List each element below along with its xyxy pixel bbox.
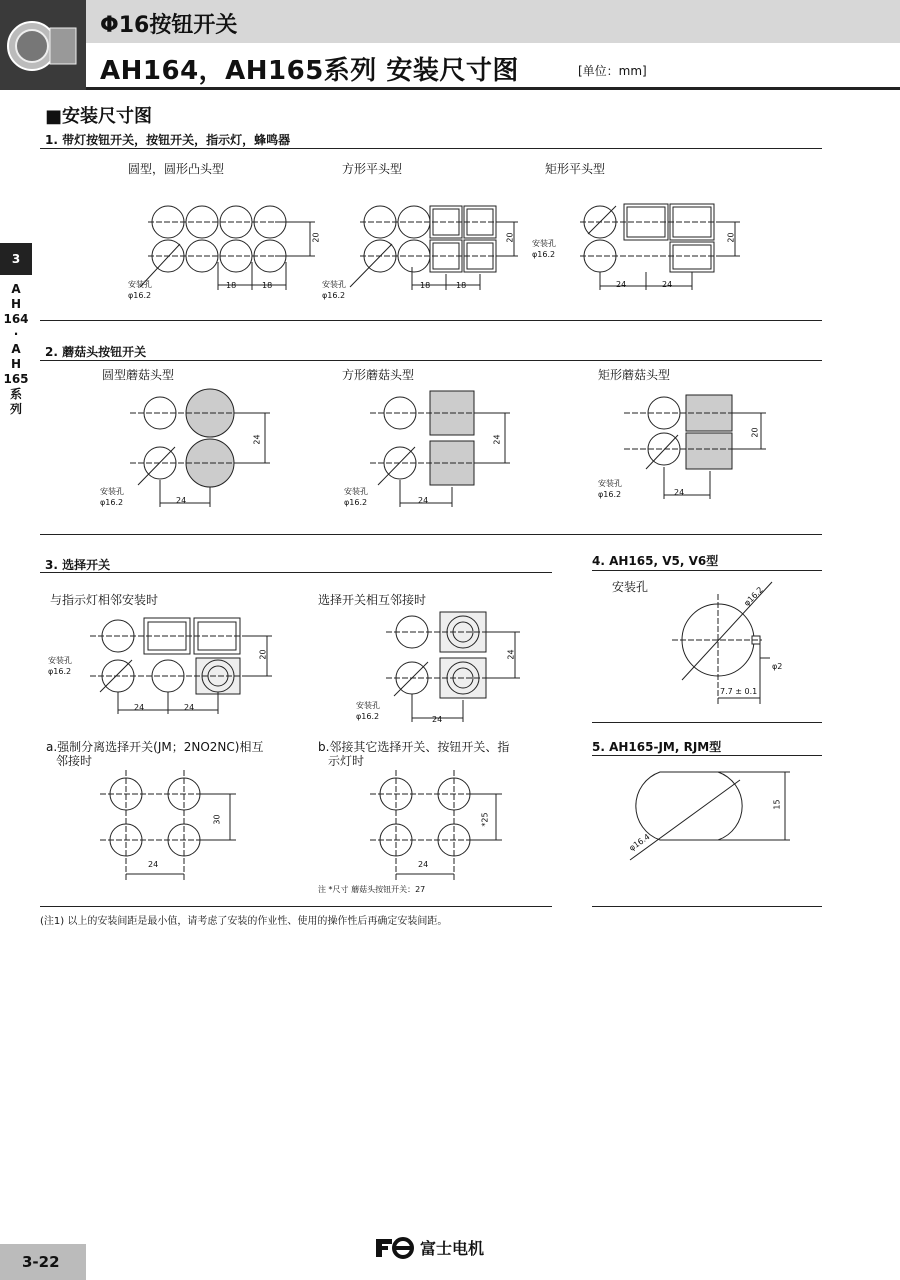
- side-series-label: A H 164 · A H 165 系 列: [3, 282, 29, 416]
- dim-label: 24: [418, 860, 429, 869]
- brand-name: 富士电机: [420, 1239, 485, 1258]
- hole-dim: φ16.2: [532, 250, 556, 259]
- header-rule: [86, 87, 900, 90]
- dim-label: 20: [726, 232, 736, 243]
- sub4-hole-label: 安装孔: [612, 580, 649, 594]
- diagram-jm-hole: [620, 760, 800, 880]
- hole-dim: φ16.2: [100, 498, 124, 507]
- sub1-col2: 方形平头型: [342, 162, 403, 176]
- sub5-title: 5. AH165-JM, RJM型: [592, 740, 722, 754]
- dim-label: 24: [176, 496, 187, 505]
- diagram-forced-separation: [100, 770, 260, 890]
- sub3-a-line1: a.强制分离选择开关(JM；2NO2NC)相互: [46, 740, 264, 754]
- rule: [592, 722, 822, 723]
- hole-dim: φ16.2: [344, 498, 368, 507]
- dim-label: 24: [616, 280, 627, 289]
- dim-label: 18: [456, 281, 467, 290]
- rule: [40, 572, 552, 573]
- page-title: Φ16按钮开关: [100, 13, 238, 38]
- fe-logo-icon: [376, 1237, 414, 1259]
- sub3-b-line2: 示灯时: [328, 754, 365, 768]
- sub2-col1: 圆型蘑菇头型: [102, 368, 175, 382]
- hole-dim: φ16.2: [128, 291, 152, 300]
- diagram-mushroom-square: [360, 385, 520, 515]
- sub1-col3: 矩形平头型: [545, 162, 606, 176]
- hole-dim: φ16.2: [598, 490, 622, 499]
- dim-label: 20: [258, 649, 268, 660]
- dim-label: 15: [772, 799, 782, 810]
- dim-label: 18: [420, 281, 431, 290]
- dim-label: 7.7 ± 0.1: [720, 687, 758, 696]
- dim-label: 24: [252, 434, 262, 445]
- section-title: ■安装尺寸图: [45, 106, 153, 127]
- dim-label: 24: [418, 496, 429, 505]
- brand-logo: [376, 1236, 484, 1259]
- diagram-mushroom-rect: [610, 385, 790, 505]
- hole-label: 安装孔: [48, 656, 72, 665]
- dim-label: 20: [311, 232, 321, 243]
- page-subtitle: AH164，AH165系列 安装尺寸图: [100, 56, 519, 86]
- diagram-selector-indicator: [90, 612, 320, 722]
- dim-label: 24: [674, 488, 685, 497]
- dim-label: *25: [480, 812, 490, 827]
- dim-label: 24: [134, 703, 145, 712]
- sub3-col2: 选择开关相互邻接时: [318, 593, 427, 607]
- hole-label: 安装孔: [598, 479, 622, 488]
- sub3-a-line2: 邻接时: [56, 754, 93, 768]
- dim-label: 20: [505, 232, 515, 243]
- dim-label: 24: [662, 280, 673, 289]
- sub2-col3: 矩形蘑菇头型: [598, 368, 671, 382]
- rule: [40, 906, 552, 907]
- sub1-col1: 圆型，圆形凸头型: [128, 162, 225, 176]
- header-product-photo: [0, 0, 86, 90]
- dim-label: 24: [506, 649, 516, 660]
- sub1-title: 1. 带灯按钮开关，按钮开关，指示灯，蜂鸣器: [45, 133, 291, 147]
- hole-label: 安装孔: [532, 239, 556, 248]
- diagram-mushroom-round: [120, 385, 280, 515]
- page-number: 3-22: [0, 1244, 86, 1280]
- hole-label: 安装孔: [100, 487, 124, 496]
- sub3-b-line1: b.邻接其它选择开关、按钮开关、指: [318, 740, 510, 754]
- dim-label: φ2: [772, 662, 783, 671]
- diagram-selector-selector: [380, 608, 540, 728]
- sub2-title: 2. 蘑菇头按钮开关: [45, 345, 147, 359]
- dim-label: 24: [432, 715, 443, 724]
- dim-label: φ16.2: [742, 585, 765, 608]
- chapter-tab: 3: [0, 243, 32, 275]
- hole-label: 安装孔: [344, 487, 368, 496]
- sub4-title: 4. AH165, V5, V6型: [592, 554, 719, 568]
- hole-dim: φ16.2: [322, 291, 346, 300]
- sub3-footnote: 注 *尺寸 蘑菇头按钮开关：27: [318, 885, 426, 894]
- sub3-title: 3. 选择开关: [45, 558, 111, 572]
- rule: [40, 360, 822, 361]
- dim-label: 20: [750, 427, 760, 438]
- sub3-col1: 与指示灯相邻安装时: [50, 593, 159, 607]
- rule: [40, 534, 822, 535]
- hole-label: 安装孔: [356, 701, 380, 710]
- rule: [40, 320, 822, 321]
- rule: [592, 906, 822, 907]
- dim-label: 30: [212, 814, 222, 825]
- dim-label: 18: [262, 281, 273, 290]
- button-switch-icon: [0, 0, 86, 90]
- footnote: (注1) 以上的安装间距是最小值，请考虑了安装的作业性、使用的操作性后再确定安装间距。: [40, 916, 448, 927]
- unit-label: [单位：mm]: [578, 64, 647, 78]
- dim-label: 24: [148, 860, 159, 869]
- rule: [40, 148, 822, 149]
- rule: [592, 755, 822, 756]
- dim-label: φ16.4: [627, 832, 652, 853]
- sub2-col2: 方形蘑菇头型: [342, 368, 415, 382]
- diagram-adjacent-other: [370, 770, 530, 890]
- dim-label: 18: [226, 281, 237, 290]
- hole-dim: φ16.2: [48, 667, 72, 676]
- hole-dim: φ16.2: [356, 712, 380, 721]
- dim-label: 24: [184, 703, 195, 712]
- dim-label: 24: [492, 434, 502, 445]
- hole-label: 安装孔: [322, 280, 346, 289]
- hole-label: 安装孔: [128, 280, 152, 289]
